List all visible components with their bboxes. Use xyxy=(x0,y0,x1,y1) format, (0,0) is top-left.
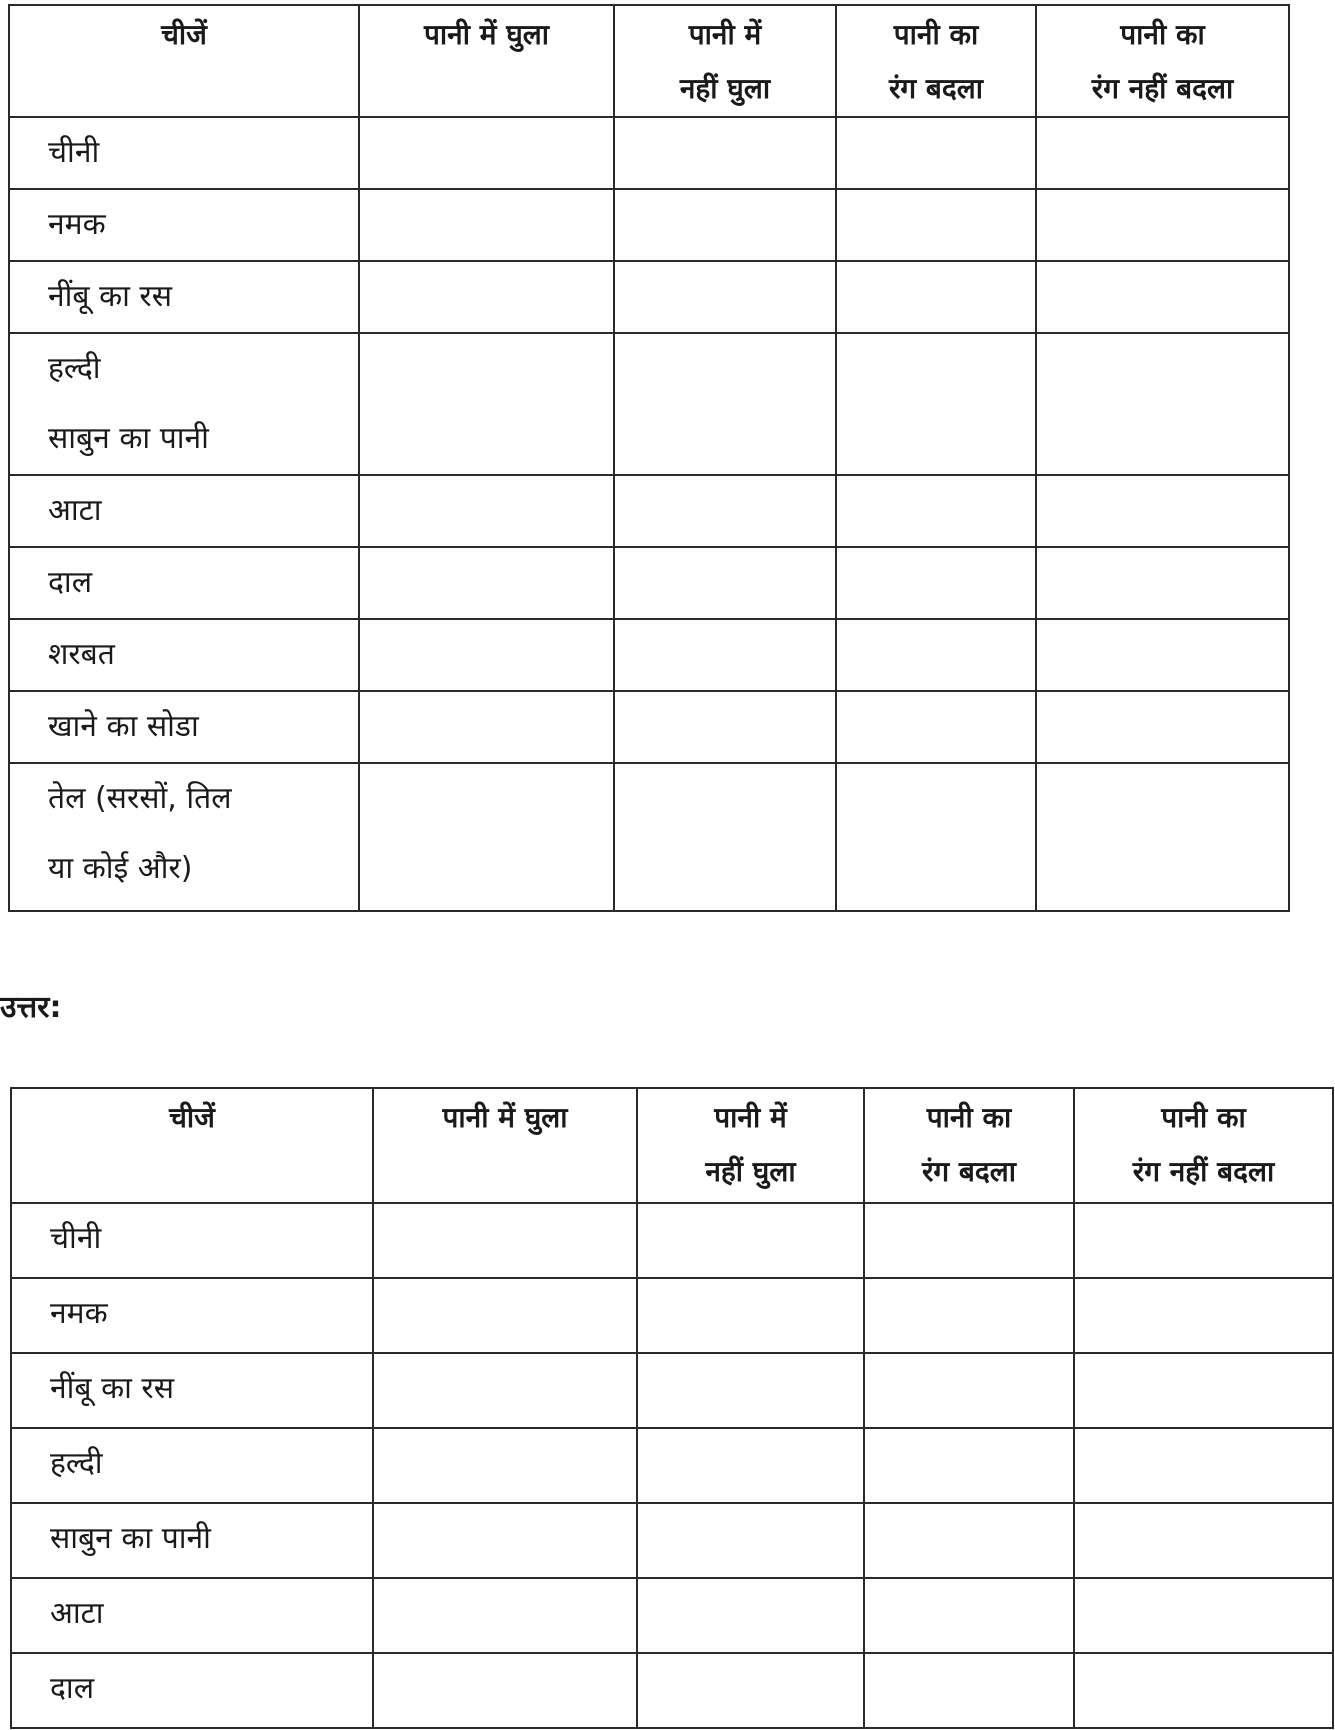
header-not-dissolved: पानी में नहीं घुला xyxy=(614,5,836,117)
blank-cell xyxy=(637,1353,864,1428)
row-label: दाल xyxy=(11,1653,373,1728)
blank-cell xyxy=(864,1653,1074,1728)
blank-cell xyxy=(1074,1503,1333,1578)
row-label: आटा xyxy=(11,1578,373,1653)
blank-cell xyxy=(864,1578,1074,1653)
table-row xyxy=(9,333,1289,475)
header-dissolved: पानी में घुला xyxy=(359,5,614,117)
blank-cell xyxy=(1036,333,1289,475)
header-color-changed: पानी का रंग बदला xyxy=(836,5,1036,117)
blank-cell xyxy=(1036,691,1289,763)
table-row xyxy=(11,1203,1333,1278)
row-label: नमक xyxy=(11,1278,373,1353)
header-color-not-changed: पानी का रंग नहीं बदला xyxy=(1074,1088,1333,1203)
row-label: नींबू का रस xyxy=(9,261,359,333)
row-label: चीनी xyxy=(11,1203,373,1278)
blank-cell xyxy=(359,547,614,619)
blank-cell xyxy=(373,1653,637,1728)
question-table xyxy=(8,4,1290,912)
table-row xyxy=(9,117,1289,189)
blank-cell xyxy=(836,619,1036,691)
row-label: चीनी xyxy=(9,117,359,189)
blank-cell xyxy=(373,1503,637,1578)
answer-table xyxy=(10,1087,1334,1729)
blank-cell xyxy=(373,1428,637,1503)
table-row xyxy=(11,1428,1333,1503)
blank-cell xyxy=(1036,475,1289,547)
blank-cell xyxy=(614,333,836,475)
blank-cell xyxy=(614,117,836,189)
table-row xyxy=(11,1353,1333,1428)
blank-cell xyxy=(1074,1203,1333,1278)
blank-cell xyxy=(1074,1353,1333,1428)
row-label: शरबत xyxy=(9,619,359,691)
blank-cell xyxy=(1036,763,1289,911)
header-dissolved: पानी में घुला xyxy=(373,1088,637,1203)
blank-cell xyxy=(637,1278,864,1353)
blank-cell xyxy=(836,261,1036,333)
blank-cell xyxy=(637,1203,864,1278)
blank-cell xyxy=(836,333,1036,475)
blank-cell xyxy=(637,1503,864,1578)
header-not-dissolved: पानी में नहीं घुला xyxy=(637,1088,864,1203)
blank-cell xyxy=(1074,1578,1333,1653)
blank-cell xyxy=(614,619,836,691)
blank-cell xyxy=(1036,189,1289,261)
blank-cell xyxy=(1074,1653,1333,1728)
table-row xyxy=(9,619,1289,691)
blank-cell xyxy=(637,1653,864,1728)
blank-cell xyxy=(359,619,614,691)
blank-cell xyxy=(1074,1278,1333,1353)
row-label: नमक xyxy=(9,189,359,261)
table-row xyxy=(9,261,1289,333)
table-row xyxy=(9,475,1289,547)
blank-cell xyxy=(373,1203,637,1278)
blank-cell xyxy=(373,1278,637,1353)
blank-cell xyxy=(359,763,614,911)
blank-cell xyxy=(1036,619,1289,691)
row-label: तेल (सरसों, तिल या कोई और) xyxy=(9,763,359,911)
blank-cell xyxy=(614,547,836,619)
blank-cell xyxy=(1036,547,1289,619)
blank-cell xyxy=(373,1578,637,1653)
row-label: हल्दी xyxy=(11,1428,373,1503)
table-row xyxy=(9,763,1289,911)
blank-cell xyxy=(836,189,1036,261)
blank-cell xyxy=(1036,117,1289,189)
answer-label: उत्तर: xyxy=(0,990,62,1025)
blank-cell xyxy=(836,475,1036,547)
blank-cell xyxy=(373,1353,637,1428)
blank-cell xyxy=(864,1503,1074,1578)
blank-cell xyxy=(359,261,614,333)
blank-cell xyxy=(614,189,836,261)
blank-cell xyxy=(614,261,836,333)
row-label: खाने का सोडा xyxy=(9,691,359,763)
blank-cell xyxy=(359,475,614,547)
blank-cell xyxy=(359,117,614,189)
row-label: हल्दी साबुन का पानी xyxy=(9,333,359,475)
table-row xyxy=(11,1278,1333,1353)
blank-cell xyxy=(836,117,1036,189)
table-row xyxy=(11,1503,1333,1578)
table-row xyxy=(9,189,1289,261)
blank-cell xyxy=(836,691,1036,763)
blank-cell xyxy=(614,691,836,763)
table-row xyxy=(9,547,1289,619)
blank-cell xyxy=(1074,1428,1333,1503)
blank-cell xyxy=(864,1278,1074,1353)
row-label: दाल xyxy=(9,547,359,619)
blank-cell xyxy=(614,475,836,547)
blank-cell xyxy=(836,763,1036,911)
blank-cell xyxy=(614,763,836,911)
blank-cell xyxy=(1036,261,1289,333)
blank-cell xyxy=(864,1353,1074,1428)
blank-cell xyxy=(836,547,1036,619)
header-items: चीजें xyxy=(11,1088,373,1203)
row-label: साबुन का पानी xyxy=(11,1503,373,1578)
blank-cell xyxy=(864,1428,1074,1503)
header-color-changed: पानी का रंग बदला xyxy=(864,1088,1074,1203)
blank-cell xyxy=(359,189,614,261)
row-label: नींबू का रस xyxy=(11,1353,373,1428)
blank-cell xyxy=(359,691,614,763)
blank-cell xyxy=(864,1203,1074,1278)
row-label: आटा xyxy=(9,475,359,547)
header-color-not-changed: पानी का रंग नहीं बदला xyxy=(1036,5,1289,117)
header-items: चीजें xyxy=(9,5,359,117)
blank-cell xyxy=(359,333,614,475)
table-header-row xyxy=(11,1088,1333,1203)
table-row xyxy=(11,1653,1333,1728)
table-header-row xyxy=(9,5,1289,117)
blank-cell xyxy=(637,1428,864,1503)
table-row xyxy=(9,691,1289,763)
table-row xyxy=(11,1578,1333,1653)
blank-cell xyxy=(637,1578,864,1653)
